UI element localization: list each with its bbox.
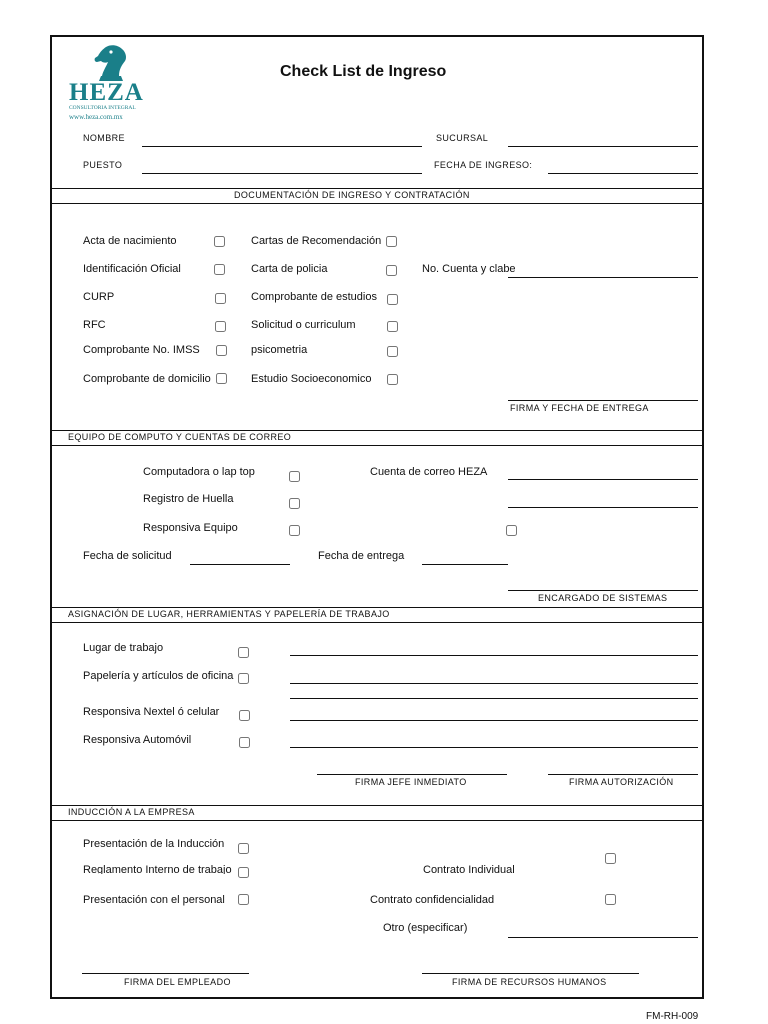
equipo-checkbox[interactable] (289, 525, 300, 536)
asignacion-field[interactable] (290, 706, 698, 721)
chess-knight-icon (89, 43, 133, 83)
encargado-sistemas-label: ENCARGADO DE SISTEMAS (538, 593, 668, 603)
section-documentacion-title: DOCUMENTACIÓN DE INGRESO Y CONTRATACIÓN (234, 190, 470, 200)
asignacion-checkbox[interactable] (238, 647, 249, 658)
cuenta-clabe-field[interactable] (508, 263, 698, 278)
section-documentacion-header (52, 188, 702, 204)
induccion-checkbox[interactable] (238, 867, 249, 878)
correo-heza-field[interactable] (508, 465, 698, 480)
company-logo (69, 39, 151, 127)
fecha-solicitud-field[interactable] (190, 550, 290, 565)
nombre-label: NOMBRE (83, 133, 125, 143)
doc-checkbox[interactable] (387, 346, 398, 357)
doc-checkbox[interactable] (216, 373, 227, 384)
puesto-label: PUESTO (83, 160, 123, 170)
equipo-extra-checkbox[interactable] (506, 525, 517, 536)
firma-rh-label: FIRMA DE RECURSOS HUMANOS (452, 977, 607, 987)
equipo-checkbox[interactable] (289, 471, 300, 482)
fecha-ingreso-field[interactable] (548, 159, 698, 174)
doc-item-label: psicometria (251, 344, 308, 356)
sucursal-label: SUCURSAL (436, 133, 489, 143)
correo-heza-label: Cuenta de correo HEZA (370, 466, 488, 478)
otro-especificar-field[interactable] (508, 923, 698, 938)
section-induccion-header (52, 805, 702, 821)
firma-jefe-line (317, 774, 507, 775)
doc-item-label: RFC (83, 319, 106, 331)
induccion-checkbox[interactable] (238, 894, 249, 905)
equipo-item-label: Computadora o lap top (143, 466, 255, 478)
firma-rh-line (422, 973, 639, 974)
section-equipo-title: EQUIPO DE COMPUTO Y CUENTAS DE CORREO (68, 432, 292, 442)
fecha-entrega-label: Fecha de entrega (318, 550, 405, 562)
doc-checkbox[interactable] (216, 345, 227, 356)
asignacion-item-label: Lugar de trabajo (83, 642, 164, 654)
firma-entrega-label: FIRMA Y FECHA DE ENTREGA (510, 403, 649, 413)
firma-autorizacion-label: FIRMA AUTORIZACIÓN (569, 777, 674, 787)
section-induccion-title: INDUCCIÓN A LA EMPRESA (68, 807, 195, 817)
asignacion-checkbox[interactable] (238, 673, 249, 684)
doc-item-label: Comprobante de estudios (251, 291, 377, 303)
encargado-sistemas-line (508, 590, 698, 591)
doc-item-label: Estudio Socioeconomico (251, 373, 372, 385)
induccion-item-label: Reglamento Interno de trabajo (83, 864, 232, 874)
fecha-entrega-field[interactable] (422, 550, 508, 565)
asignacion-item-label: Responsiva Nextel ó celular (83, 706, 220, 718)
doc-checkbox[interactable] (386, 236, 397, 247)
firma-empleado-label: FIRMA DEL EMPLEADO (124, 977, 231, 987)
cuenta-clabe-label: No. Cuenta y clabe (422, 263, 516, 275)
firma-entrega-line (508, 400, 698, 401)
form-code: FM-RH-009 (646, 1011, 699, 1022)
asignacion-item-label: Responsiva Automóvil (83, 734, 192, 746)
fecha-ingreso-label: FECHA DE INGRESO: (434, 160, 533, 170)
correo-heza-field-2[interactable] (508, 493, 698, 508)
section-asignacion-title: ASIGNACIÓN DE LUGAR, HERRAMIENTAS Y PAPELERÍA DE TRABAJO (68, 609, 390, 619)
induccion-checkbox[interactable] (238, 843, 249, 854)
nombre-field[interactable] (142, 132, 422, 147)
section-asignacion-header (52, 607, 702, 623)
doc-checkbox[interactable] (387, 374, 398, 385)
contrato-individual-label: Contrato Individual (423, 864, 515, 874)
doc-checkbox[interactable] (215, 293, 226, 304)
doc-item-label: CURP (83, 291, 115, 303)
induccion-item-label: Presentación de la Inducción (83, 838, 225, 850)
doc-checkbox[interactable] (214, 236, 225, 247)
contrato-confidencialidad-label: Contrato confidencialidad (370, 894, 495, 906)
sucursal-field[interactable] (508, 132, 698, 147)
asignacion-checkbox[interactable] (239, 710, 250, 721)
fecha-solicitud-label: Fecha de solicitud (83, 550, 172, 562)
asignacion-item-label: Papelería y artículos de oficina (83, 670, 234, 682)
firma-empleado-line (82, 973, 249, 974)
doc-checkbox[interactable] (387, 321, 398, 332)
equipo-item-label: Responsiva Equipo (143, 522, 238, 534)
doc-item-label: Cartas de Recomendación (251, 235, 382, 247)
equipo-checkbox[interactable] (289, 498, 300, 509)
asignacion-checkbox[interactable] (239, 737, 250, 748)
doc-checkbox[interactable] (214, 264, 225, 275)
doc-item-label: Comprobante No. IMSS (83, 344, 200, 356)
firma-autorizacion-line (548, 774, 698, 775)
form-frame (50, 35, 704, 999)
doc-item-label: Identificación Oficial (83, 263, 181, 275)
asignacion-field[interactable] (290, 684, 698, 699)
page-title: Check List de Ingreso (280, 63, 447, 80)
otro-especificar-label: Otro (especificar) (383, 922, 468, 934)
equipo-item-label: Registro de Huella (143, 493, 234, 505)
asignacion-field[interactable] (290, 669, 698, 684)
doc-item-label: Solicitud o curriculum (251, 319, 356, 331)
contrato-individual-checkbox[interactable] (605, 853, 616, 864)
doc-checkbox[interactable] (215, 321, 226, 332)
doc-checkbox[interactable] (386, 265, 397, 276)
doc-checkbox[interactable] (387, 294, 398, 305)
induccion-item-label: Presentación con el personal (83, 894, 225, 906)
doc-item-label: Carta de policia (251, 263, 328, 275)
asignacion-field[interactable] (290, 641, 698, 656)
logo-url: www.heza.com.mx (69, 113, 123, 121)
doc-item-label: Acta de nacimiento (83, 235, 177, 247)
logo-text: HEZA (69, 79, 144, 106)
puesto-field[interactable] (142, 159, 422, 174)
doc-item-label: Comprobante de domicilio (83, 373, 211, 385)
section-equipo-header (52, 430, 702, 446)
contrato-confidencialidad-checkbox[interactable] (605, 894, 616, 905)
logo-subtitle: CONSULTORIA INTEGRAL (69, 105, 136, 111)
firma-jefe-label: FIRMA JEFE INMEDIATO (355, 777, 467, 787)
asignacion-field[interactable] (290, 733, 698, 748)
